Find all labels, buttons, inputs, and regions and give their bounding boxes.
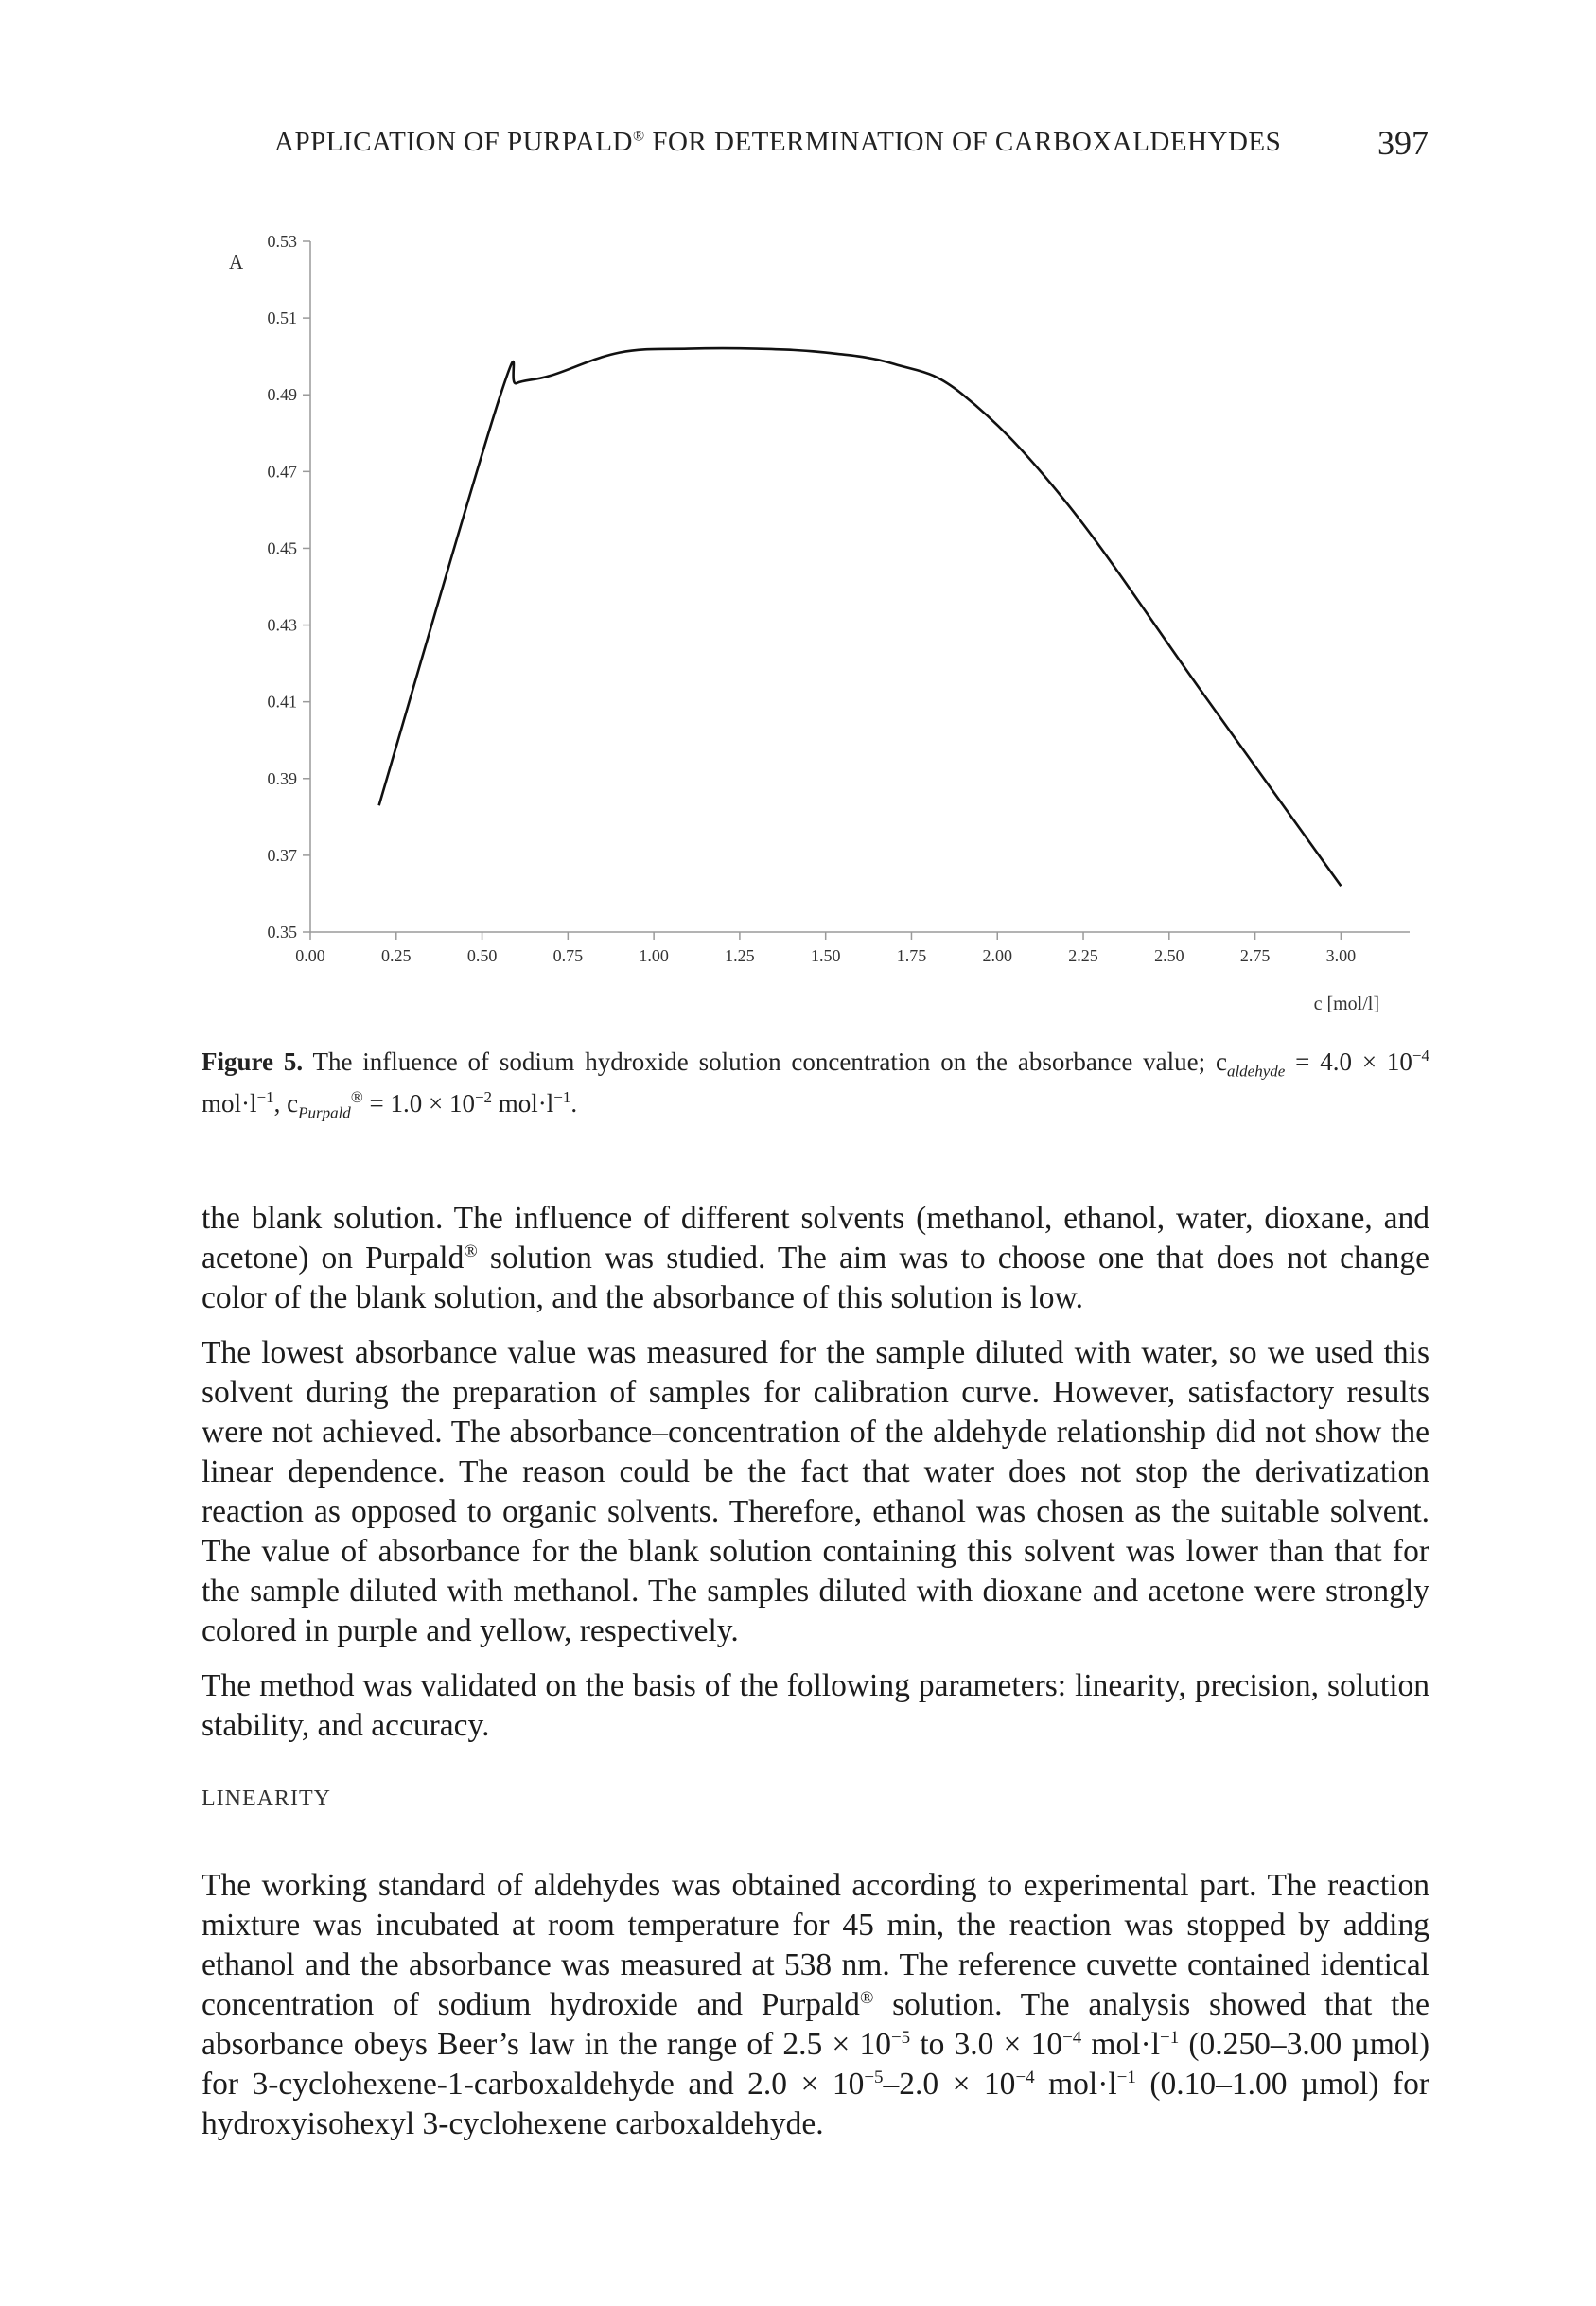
paragraph-validation: The method was validated on the basis of the following parameters: linearity, precision, solution stability, and accuracy. [202, 1668, 1429, 1743]
x-tick-label: 0.50 [466, 946, 498, 965]
x-tick-label: 1.25 [725, 946, 755, 965]
y-tick-label: 0.37 [267, 845, 297, 865]
x-tick-label: 0.75 [552, 946, 584, 965]
y-tick-label: 0.43 [267, 615, 297, 635]
series-line-absorbance [379, 348, 1342, 886]
y-tick-label: 0.51 [267, 308, 297, 328]
y-tick-label: 0.39 [267, 768, 297, 788]
x-tick-label: 0.25 [381, 946, 412, 965]
y-tick-label: 0.45 [267, 538, 297, 558]
paragraph-solvents: the blank solution. The influence of different solvents (methanol, ethanol, water, dioxane, and acetone) on Purpald® solution was studied. The aim was to choose one that does not change color of the blank solution, and the absorbance of this solution is low. [202, 1201, 1429, 1315]
x-tick-label: 1.75 [896, 946, 927, 965]
section-heading-linearity: LINEARITY [202, 1787, 331, 1811]
running-header [274, 124, 1429, 162]
x-tick-label: 2.25 [1068, 946, 1098, 965]
absorbance-chart [189, 222, 1438, 1036]
paragraph-linearity: The working standard of aldehydes was obtained according to experimental part. The reaction mixture was incubated at room temperature for 45 min, the reaction was stopped by adding ethanol and the absorbance was measured at 538 nm. The reference cuvette contained identical concentration of sodium hydroxide and Purpald® solution. The analysis showed that the absorbance obeys Beer’s law in the range of $2.5 \times 10^{-5}$ to $3.0 \times 10^{-4}$ $mol\cdot l^{-1}$ (0.250–3.00 µmol) for 3-cyclohexene-1-carboxaldehyde and $2.0 \times 10^{-5}-2.0 \times 10^{-4}$ $mol\cdot l^{-1}$ (0.10–1.00 µmol) for hydroxyisohexyl 3-cyclohexene carboxaldehyde. [202, 1868, 1430, 2141]
x-tick-label: 2.00 [982, 946, 1012, 965]
x-tick-label: 0.00 [295, 946, 325, 965]
x-tick-label: 1.00 [639, 946, 669, 965]
header-title: APPLICATION OF PURPALD® FOR DETERMINATION OF CARBOXALDEHYDES [274, 127, 1282, 157]
x-axis-label: c [mol/l] [1313, 994, 1379, 1014]
x-tick-label: 2.50 [1154, 946, 1184, 965]
x-tick-label: 2.75 [1239, 946, 1271, 965]
page-number: 397 [1377, 124, 1429, 162]
y-tick-label: 0.35 [267, 923, 297, 942]
y-tick-label: 0.49 [267, 385, 297, 405]
y-tick-label: 0.41 [267, 692, 297, 712]
x-tick-label: 1.50 [810, 946, 841, 965]
y-tick-label: 0.47 [267, 462, 297, 482]
y-tick-label: 0.53 [267, 232, 297, 251]
figure-caption: Figure 5. The influence of sodium hydroxide solution concentration on the absorbance value; $c_{aldehyde} = 4.0 \times 10^{-4}$ $mol\cdot l^{-1}$, $c_{Purpald}® = 1.0 \times 10^{-2}$ $mol\cdot l^{-1}$. [202, 1047, 1429, 1122]
x-tick-label: 3.00 [1325, 946, 1357, 965]
y-axis-label: A [229, 251, 244, 273]
paragraph-water-results: The lowest absorbance value was measured for the sample diluted with water, so we used this solvent during the preparation of samples for calibration curve. However, satisfactory results were not achieved. The absorbance–concentration of the aldehyde relationship did not show the linear dependence. The reason could be the fact that water does not stop the derivatization reaction as opposed to organic solvents. Therefore, ethanol was chosen as the suitable solvent. The value of absorbance for the blank solution containing this solvent was lower than that for the sample diluted with methanol. The samples diluted with dioxane and acetone were strongly colored in purple and yellow, respectively. [202, 1335, 1429, 1648]
figure-label: Figure 5. [202, 1047, 304, 1076]
